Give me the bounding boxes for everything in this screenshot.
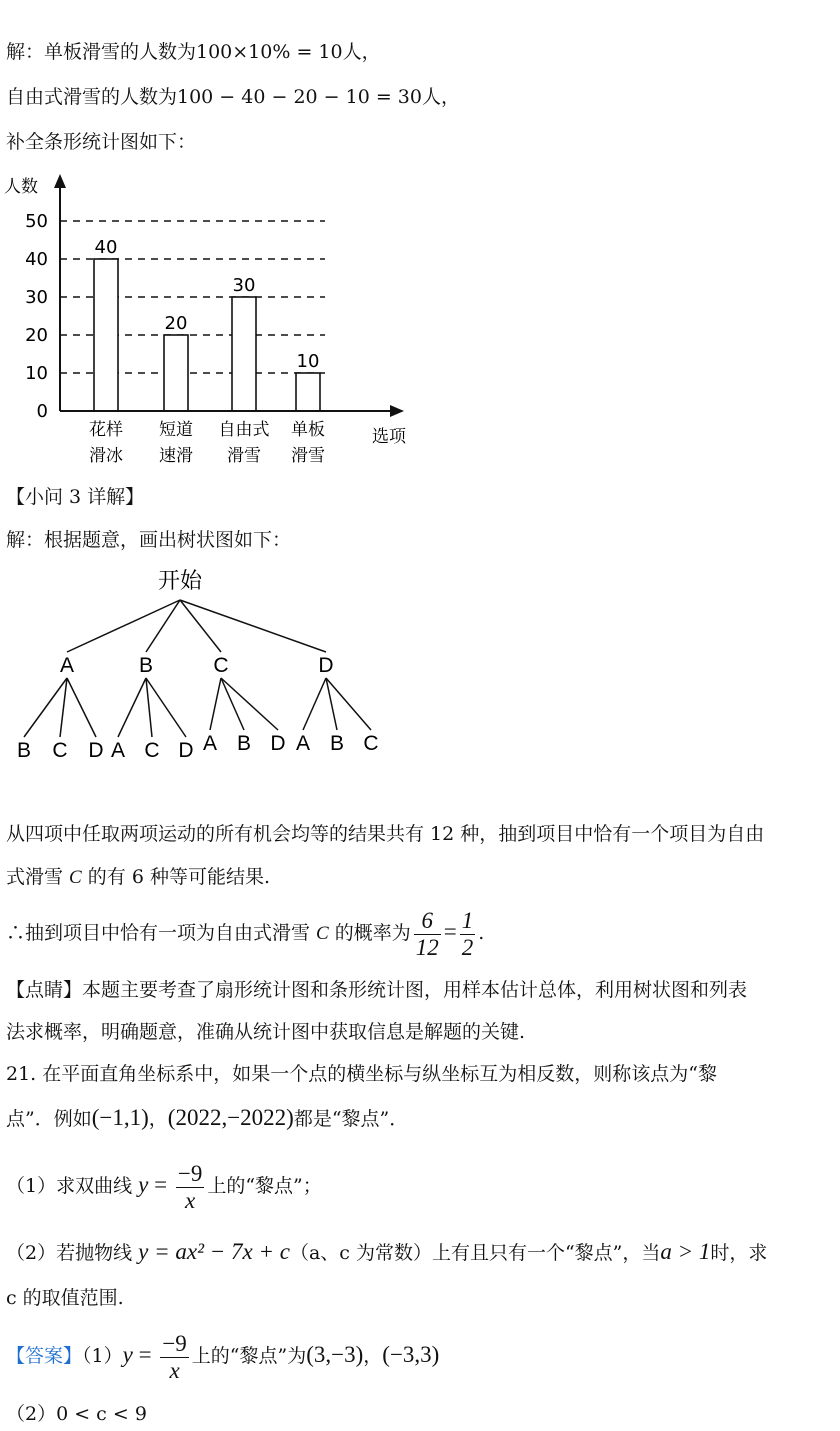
y-tick-10: 10 [25,363,48,384]
frac-num: −9 [162,1330,187,1356]
tree-leaf-A-B: B [16,739,32,762]
y-axis-label: 人数 [4,177,38,197]
value-label-3: 10 [296,351,320,372]
comment-line-b: 法求概率，明确题意，准确从统计图中获取信息是解题的关键. [6,1021,526,1043]
paragraph-1b [6,865,270,890]
tree-labels [17,568,379,762]
tree-root-label: 开始 [157,568,203,593]
branch-C-B [221,678,244,730]
q2-expr: y = ax² − 7x + c [138,1239,290,1264]
value-label-2: 30 [232,275,256,296]
x-axis-arrow [390,405,404,417]
tree-diagram [0,560,420,780]
branch-A-D [67,678,96,737]
tree-leaf-D-C: C [363,732,379,755]
branch-C-A [210,678,221,730]
tree-leaf-B-A: A [110,739,126,762]
fraction-minus9-x [160,1331,188,1384]
bar-3 [296,373,320,411]
y-tick-30: 30 [25,287,48,308]
solution-line-2: 自由式滑雪的人数为100 − 40 − 20 − 10 = 30人， [6,86,460,108]
tree-leaf-B-C: C [144,739,160,762]
answer-tag: 【答案】 [6,1345,83,1367]
y-tick-50: 50 [25,211,48,232]
tree-leaf-C-D: D [270,732,286,755]
y-tick-40: 40 [25,249,48,270]
tree-leaf-A-C: C [52,739,68,762]
frac-den: x [184,1187,196,1213]
answer-point-1: (3,−3) [306,1342,364,1367]
branch-D-C [326,678,371,730]
example-point-1: (−1,1) [91,1105,149,1130]
tree-leaf-C-A: A [202,732,218,755]
p1b-var: C [69,867,82,888]
tree-leaf-B-D: D [178,739,194,762]
ans1-y: y [122,1342,133,1367]
q2-cond: a > 1 [660,1239,711,1264]
q21b-pre: 点”．例如 [6,1108,92,1130]
q2-pre: （2）若抛物线 [6,1242,139,1264]
ans1-sep: ， [363,1345,383,1367]
ans1-post: 上的“黎点”为 [191,1345,307,1367]
value-labels [95,237,320,372]
y-tick-20: 20 [25,325,48,346]
question-part-2 [6,1240,767,1265]
solution-line-3: 补全条形统计图如下： [6,131,197,153]
category-label-0-0: 花样 [89,420,123,440]
p1b-post: 的有 6 种等可能结果. [81,866,270,888]
fraction-minus9-x [176,1161,204,1214]
category-label-2-0: 自由式 [218,420,270,440]
example-point-2: (2022,−2022) [167,1105,294,1130]
category-label-3-1: 滑雪 [291,446,325,466]
answer-part-2: （2）0 < c < 9 [6,1403,147,1425]
frac-den: 12 [415,934,439,960]
frac-num: 6 [414,908,441,935]
solution-line-4: 解：根据题意，画出树状图如下： [6,529,292,551]
value-label-1: 20 [164,313,188,334]
answer-part-1 [6,1328,439,1382]
paragraph-1a: 从四项中任取两项运动的所有机会均等的结果共有 12 种，抽到项目中恰有一个项目为自由 [6,823,765,845]
q21b-sep: ， [148,1108,168,1130]
branch-B-D [146,678,186,737]
tree-leaf-D-B: B [329,732,345,755]
tree-leaf-C-B: B [236,732,252,755]
question-21-line-b [6,1106,408,1131]
category-label-0-1: 滑冰 [89,446,123,466]
branch-C-D [221,678,278,730]
p2-mid: 的概率为 [328,922,411,944]
q1-pre: （1）求双曲线 [6,1175,139,1197]
category-label-1-1: 速滑 [159,446,193,466]
period: . [478,922,485,944]
y-axis-arrow [54,174,66,188]
question-part-1 [6,1158,322,1212]
equals-sign: = [443,919,457,944]
y-ticks [25,211,48,422]
subquestion-3-heading: 【小问 3 详解】 [6,486,145,508]
comment-line-a: 【点睛】本题主要考查了扇形统计图和条形统计图，用样本估计总体，利用树状图和列表 [6,979,748,1001]
frac-den: x [169,1357,180,1383]
frac-num: −9 [177,1160,203,1186]
probability-line [6,905,484,959]
fraction-1-2 [460,908,476,961]
branch-B-A [118,678,146,737]
category-label-2-1: 滑雪 [227,446,261,466]
x-axis-label: 选项 [372,427,406,447]
q2-mid: （a、c 为常数）上有且只有一个“黎点”，当 [289,1242,661,1264]
branch-root-D [180,600,326,652]
bar-chart [0,170,420,470]
q1-eq: = [148,1172,173,1197]
category-label-1-0: 短道 [159,420,193,440]
tree-leaf-D-A: A [295,732,311,755]
tree-node-C: C [213,654,229,677]
solution-line-1: 解：单板滑雪的人数为100×10% = 10人， [6,41,381,63]
question-21-line-a: 21. 在平面直角坐标系中，如果一个点的横坐标与纵坐标互为相反数，则称该点为“黎 [6,1063,717,1085]
p2-pre: ∴抽到项目中恰有一项为自由式滑雪 [6,922,317,944]
tree-node-A: A [59,654,75,677]
p1b-pre: 式滑雪 [6,866,70,888]
fraction-6-12 [414,908,441,961]
bar-1 [164,335,188,411]
frac-num: 1 [461,907,474,933]
tree-node-B: B [138,654,154,677]
q2-post: 时，求 [710,1242,768,1264]
ans1-pre: （1） [82,1345,123,1367]
q1-post: 上的“黎点”； [207,1175,322,1197]
tree-node-D: D [318,654,334,677]
branch-D-A [303,678,326,730]
tree-leaf-A-D: D [88,739,104,762]
answer-point-2: (−3,3) [382,1342,440,1367]
branch-D-B [326,678,337,730]
q1-y: y [138,1172,149,1197]
p2-var: C [316,923,329,944]
ans1-eq: = [132,1342,158,1367]
category-label-3-0: 单板 [291,420,325,440]
frac-den: 2 [461,934,474,960]
q21b-post: 都是“黎点”． [293,1108,409,1130]
value-label-0: 40 [94,237,118,258]
question-part-2b: c 的取值范围. [6,1287,124,1309]
category-labels [89,420,325,466]
y-tick-0: 0 [36,401,48,422]
bar-0 [94,259,118,411]
bar-2 [232,297,256,411]
